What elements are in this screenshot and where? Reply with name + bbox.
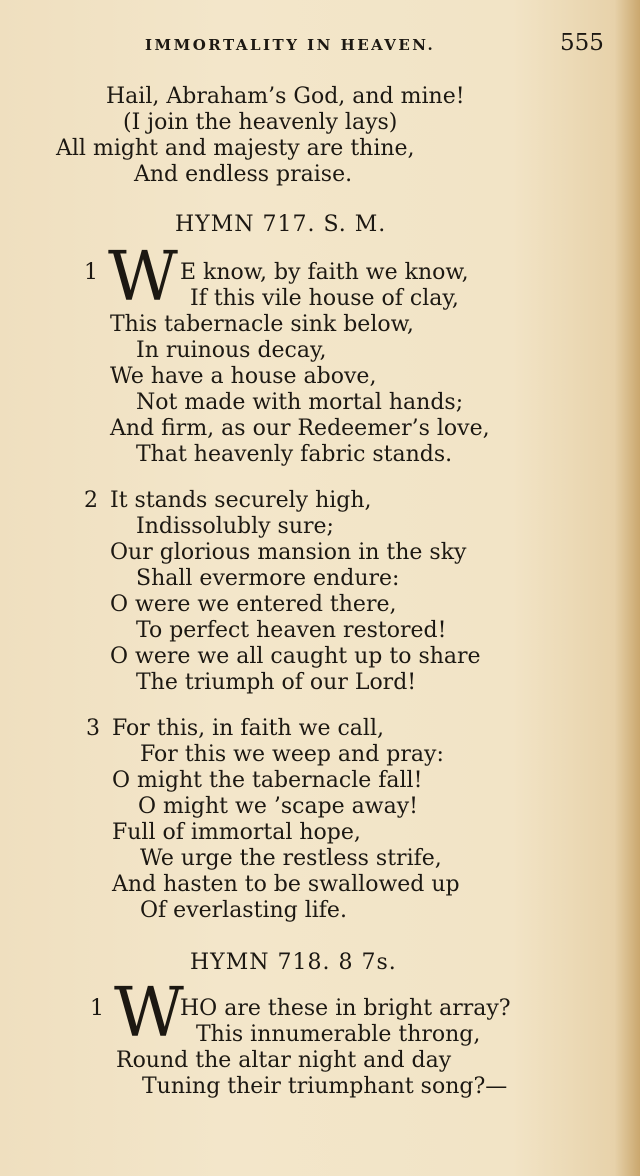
running-title: IMMORTALITY IN HEAVEN. — [145, 36, 436, 54]
stanza-number: 1 — [90, 996, 104, 1021]
verse-line: Full of immortal hope, — [112, 820, 361, 845]
verse-line: O might the tabernacle fall! — [112, 768, 423, 793]
verse-line: (I join the heavenly lays) — [123, 110, 398, 135]
verse-line: Round the altar night and day — [116, 1048, 452, 1073]
verse-line: And firm, as our Redeemer’s love, — [110, 416, 490, 441]
drop-cap-initial: W — [114, 974, 184, 1053]
verse-line: O were we all caught up to share — [110, 644, 481, 669]
verse-line: And hasten to be swallowed up — [112, 872, 460, 897]
hymn-718-title: HYMN 718. 8 7s. — [190, 950, 397, 975]
drop-cap-initial: W — [108, 238, 178, 317]
verse-line: Hail, Abraham’s God, and mine! — [106, 84, 465, 109]
verse-line: It stands securely high, — [110, 488, 372, 513]
verse-line: E know, by faith we know, — [180, 260, 469, 285]
verse-line: Shall evermore endure: — [136, 566, 400, 591]
verse-line: Of everlasting life. — [140, 898, 347, 923]
verse-line: Our glorious mansion in the sky — [110, 540, 467, 565]
page-number: 555 — [560, 30, 604, 56]
verse-line: For this, in faith we call, — [112, 716, 384, 741]
verse-line: Tuning their triumphant song?— — [142, 1074, 508, 1099]
verse-line: HO are these in bright array? — [180, 996, 511, 1021]
verse-line: We have a house above, — [110, 364, 377, 389]
verse-line: Indissolubly sure; — [136, 514, 334, 539]
verse-line: O might we ’scape away! — [138, 794, 419, 819]
verse-line: If this vile house of clay, — [190, 286, 459, 311]
verse-line: We urge the restless strife, — [140, 846, 442, 871]
verse-line: Not made with mortal hands; — [136, 390, 464, 415]
verse-line: O were we entered there, — [110, 592, 397, 617]
verse-line: In ruinous decay, — [136, 338, 327, 363]
stanza-number: 2 — [84, 488, 98, 513]
verse-line: All might and majesty are thine, — [56, 136, 415, 161]
verse-line: This innumerable throng, — [196, 1022, 481, 1047]
verse-line: And endless praise. — [134, 162, 353, 187]
stanza-number: 3 — [86, 716, 100, 741]
verse-line: The triumph of our Lord! — [136, 670, 417, 695]
verse-line: This tabernacle sink below, — [110, 312, 414, 337]
verse-line: To perfect heaven restored! — [136, 618, 447, 643]
hymn-717-title: HYMN 717. S. M. — [175, 212, 387, 237]
page-header — [0, 30, 640, 70]
verse-line: For this we weep and pray: — [140, 742, 444, 767]
stanza-number: 1 — [84, 260, 98, 285]
verse-line: That heavenly fabric stands. — [136, 442, 453, 467]
